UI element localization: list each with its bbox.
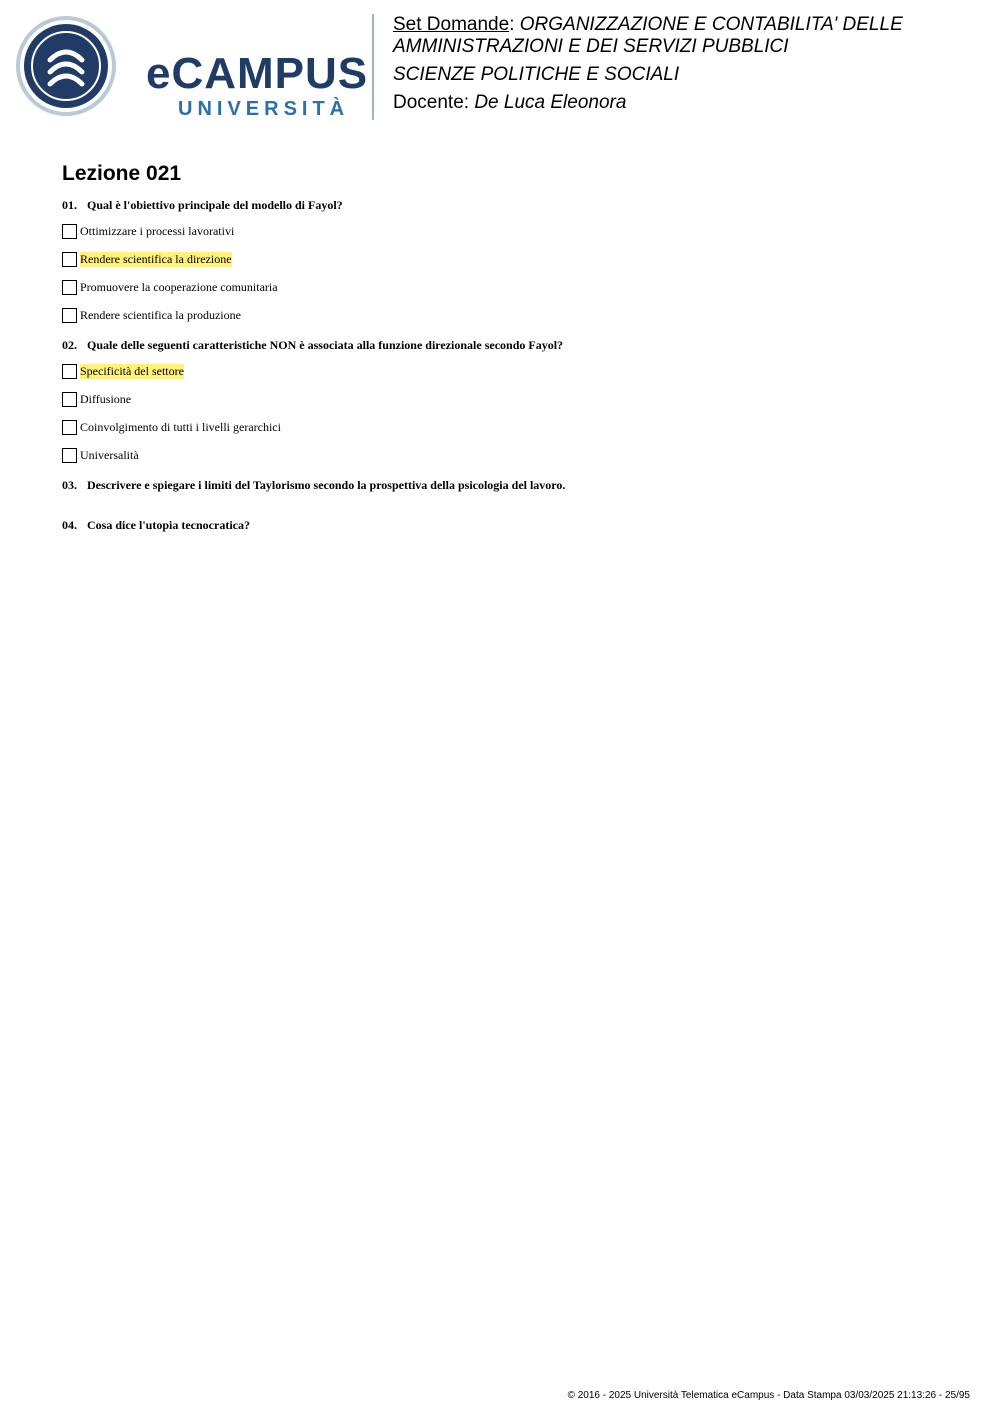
teacher-line <box>393 92 983 114</box>
option-row[interactable] <box>62 307 962 323</box>
option-row[interactable] <box>62 363 962 379</box>
checkbox[interactable] <box>62 224 77 239</box>
lesson-title: Lezione 021 <box>62 162 182 185</box>
checkbox[interactable] <box>62 280 77 295</box>
teacher-label: Docente: <box>393 92 470 113</box>
option-label-highlighted: Rendere scientifica la direzione <box>80 251 232 266</box>
question-text: Cosa dice l'utopia tecnocratica? <box>87 518 250 532</box>
ecampus-logo <box>14 14 369 120</box>
question-text: Qual è l'obiettivo principale del modello di Fayol? <box>87 198 343 212</box>
faculty-line <box>393 64 983 86</box>
option-label-highlighted: Specificità del settore <box>80 363 184 378</box>
set-line: Set Domande: ORGANIZZAZIONE E CONTABILITA' DELLE AMMINISTRAZIONI E DEI SERVIZI PUBBLICI <box>393 14 903 57</box>
option-label: Coinvolgimento di tutti i livelli gerarchici <box>80 419 281 434</box>
logo-brand: eCAMPUS <box>146 49 369 98</box>
option-label: Rendere scientifica la produzione <box>80 307 241 322</box>
option-label: Universalità <box>80 447 139 462</box>
question-2 <box>62 337 962 463</box>
question-3 <box>62 477 962 493</box>
question-text: Descrivere e spiegare i limiti del Taylorismo secondo la prospettiva della psicologia del lavoro. <box>87 478 566 492</box>
header-divider <box>372 14 374 120</box>
option-row[interactable] <box>62 447 962 463</box>
question-number: 02. <box>62 338 77 352</box>
checkbox[interactable] <box>62 392 77 407</box>
checkbox[interactable] <box>62 252 77 267</box>
set-label: Set Domande <box>393 14 510 35</box>
option-row[interactable] <box>62 223 962 239</box>
option-row[interactable] <box>62 251 962 267</box>
question-number: 03. <box>62 478 77 492</box>
logo-subtitle: UNIVERSITÀ <box>178 98 350 120</box>
question-4 <box>62 517 962 533</box>
option-row[interactable] <box>62 279 962 295</box>
page-footer: © 2016 - 2025 Università Telematica eCampus - Data Stampa 03/03/2025 21:13:26 - 25/95 <box>567 1390 970 1401</box>
question-text: Quale delle seguenti caratteristiche NON è associata alla funzione direzionale secondo Fayol? <box>87 338 564 352</box>
teacher-name: De Luca Eleonora <box>474 92 627 113</box>
option-row[interactable] <box>62 391 962 407</box>
checkbox[interactable] <box>62 448 77 463</box>
checkbox[interactable] <box>62 420 77 435</box>
option-label: Ottimizzare i processi lavorativi <box>80 223 235 238</box>
checkbox[interactable] <box>62 308 77 323</box>
document-header <box>393 14 983 120</box>
set-title: ORGANIZZAZIONE E CONTABILITA' DELLE AMMINISTRAZIONI E DEI SERVIZI PUBBLICI <box>393 14 903 57</box>
faculty: SCIENZE POLITICHE E SOCIALI <box>393 64 680 85</box>
option-label: Diffusione <box>80 391 132 406</box>
checkbox[interactable] <box>62 364 77 379</box>
question-list <box>62 197 962 557</box>
question-number: 04. <box>62 518 77 532</box>
option-label: Promuovere la cooperazione comunitaria <box>80 279 278 294</box>
ecampus-seal-icon <box>14 14 118 118</box>
option-row[interactable] <box>62 419 962 435</box>
question-1 <box>62 197 962 323</box>
question-number: 01. <box>62 198 77 212</box>
